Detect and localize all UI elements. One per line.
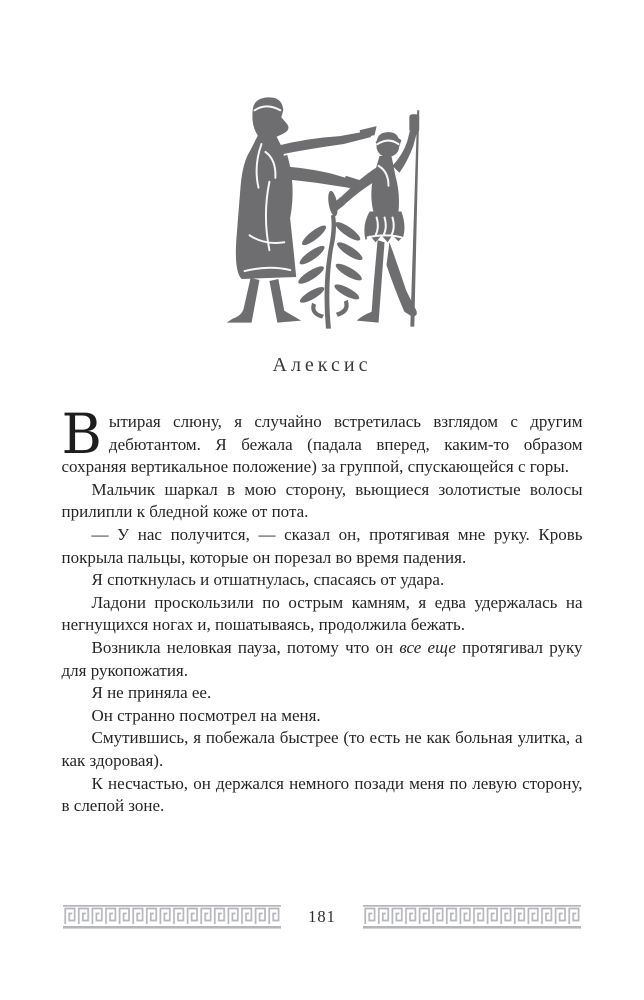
text-segment: Ладони проскользили по острым камням, я едва удержалась на негнущихся ногах и, пошатываясь, продолжила бежать.	[61, 592, 583, 635]
text-segment: Я споткнулась и отшатнулась, спасаясь от удара.	[91, 570, 445, 590]
text-segment: Он странно посмотрел на меня.	[91, 705, 321, 725]
text-segment: — У нас получится, — сказал он, протягивая мне руку. Кровь покрыла пальцы, которые он порезал во время падения.	[61, 524, 583, 567]
paragraph	[61, 402, 583, 479]
paragraph	[62, 682, 583, 705]
greek-figures-illustration	[193, 86, 451, 340]
text-segment: Смутившись, я побежала быстрее (то есть не как больная улитка, а как здоровая).	[61, 728, 583, 770]
paragraph	[62, 524, 583, 569]
paragraph	[62, 705, 583, 728]
drop-cap: В	[61, 402, 102, 466]
paragraph	[62, 479, 583, 524]
emphasized-text: все еще	[399, 637, 456, 657]
text-segment: Возникла неловкая пауза, потому что он	[91, 637, 400, 657]
paragraph	[62, 637, 583, 682]
paragraph	[62, 569, 583, 592]
chapter-title: Алексис	[272, 354, 372, 376]
greek-key-ornament-right	[363, 905, 581, 929]
paragraph	[62, 773, 583, 818]
paragraph	[62, 592, 583, 637]
text-segment: протягивал руку для рукопожатия.	[61, 637, 583, 680]
greek-key-ornament-left	[63, 905, 281, 929]
page-number: 181	[308, 907, 336, 926]
text-segment: Я не приняла ее.	[91, 683, 212, 703]
text-segment: К несчастью, он держался немного позади меня по левую сторону, в слепой зоне.	[61, 773, 583, 816]
text-segment: ытирая слюну, я случайно встретилась взглядом с другим дебютантом. Я бежала (падала вперед, каким-то образом сохраняя вертикальное положение) за группой, спускающейся с горы.	[61, 412, 583, 477]
paragraph	[62, 727, 583, 772]
page-footer	[0, 905, 644, 929]
body-text	[61, 402, 583, 818]
text-segment: Мальчик шаркал в мою сторону, вьющиеся золотистые волосы прилипли к бледной коже от пота.	[61, 479, 583, 522]
